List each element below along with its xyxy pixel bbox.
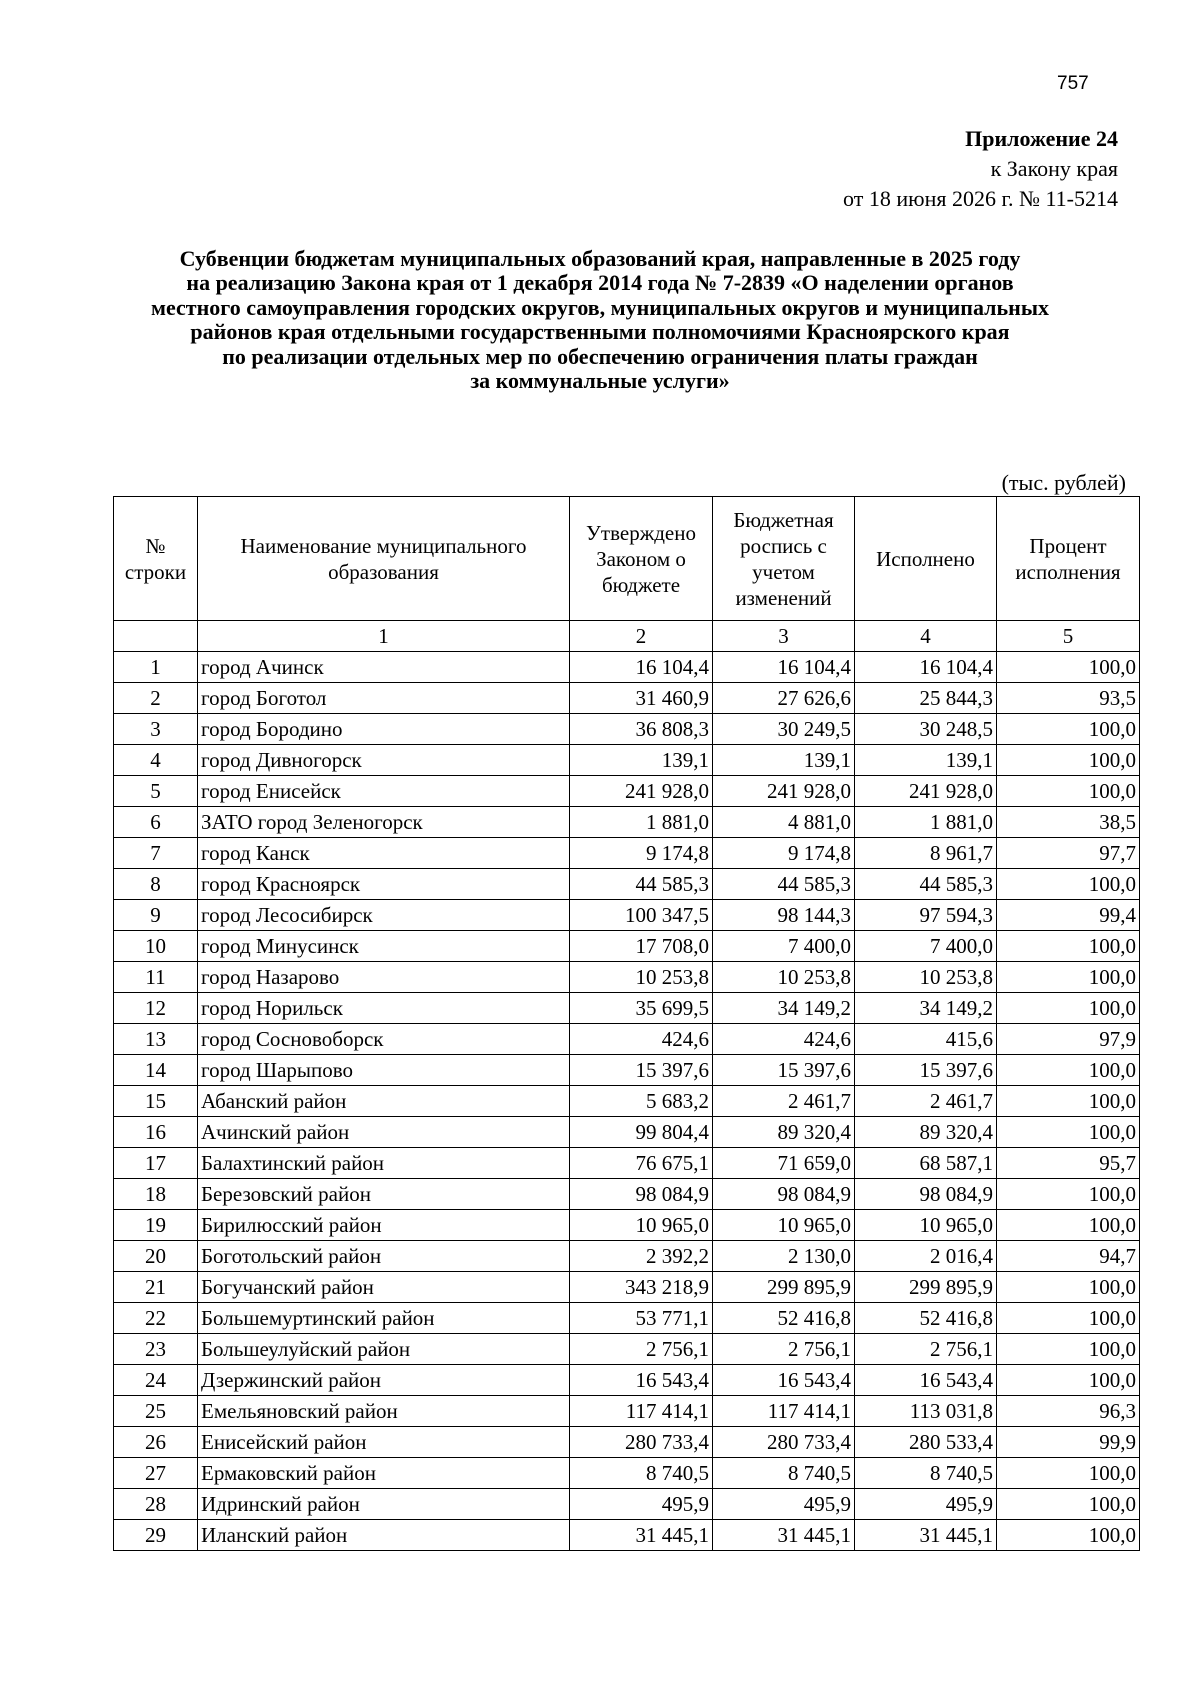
- executed-amount: 8 961,7: [855, 838, 997, 869]
- municipality-name: Балахтинский район: [198, 1148, 570, 1179]
- executed-amount: 2 756,1: [855, 1334, 997, 1365]
- execution-percent: 100,0: [997, 1179, 1140, 1210]
- execution-percent: 100,0: [997, 1272, 1140, 1303]
- executed-amount: 25 844,3: [855, 683, 997, 714]
- execution-percent: 100,0: [997, 1086, 1140, 1117]
- execution-percent: 100,0: [997, 1303, 1140, 1334]
- row-number: 17: [114, 1148, 198, 1179]
- municipality-name: Ачинский район: [198, 1117, 570, 1148]
- approved-amount: 424,6: [570, 1024, 713, 1055]
- units-label: (тыс. рублей): [1001, 470, 1126, 495]
- executed-amount: 495,9: [855, 1489, 997, 1520]
- title-line: районов края отдельными государственными полномочиями Красноярского края: [190, 319, 1010, 345]
- table-row: [114, 1148, 1140, 1179]
- executed-amount: 415,6: [855, 1024, 997, 1055]
- row-number: 29: [114, 1520, 198, 1551]
- row-number: 7: [114, 838, 198, 869]
- row-number: 9: [114, 900, 198, 931]
- table-row: [114, 1055, 1140, 1086]
- row-number: 19: [114, 1210, 198, 1241]
- municipality-name: город Назарово: [198, 962, 570, 993]
- approved-amount: 10 965,0: [570, 1210, 713, 1241]
- title-line: Субвенции бюджетам муниципальных образований края, направленные в 2025 году: [179, 246, 1021, 271]
- budget-amount: 2 756,1: [713, 1334, 855, 1365]
- executed-amount: 2 461,7: [855, 1086, 997, 1117]
- approved-amount: 100 347,5: [570, 900, 713, 931]
- table-row: [114, 1179, 1140, 1210]
- row-number: 8: [114, 869, 198, 900]
- budget-amount: 31 445,1: [713, 1520, 855, 1551]
- budget-amount: 7 400,0: [713, 931, 855, 962]
- executed-amount: 68 587,1: [855, 1148, 997, 1179]
- table-row: [114, 652, 1140, 683]
- execution-percent: 100,0: [997, 714, 1140, 745]
- municipality-name: Идринский район: [198, 1489, 570, 1520]
- approved-amount: 53 771,1: [570, 1303, 713, 1334]
- municipality-name: город Бородино: [198, 714, 570, 745]
- table-row: [114, 1427, 1140, 1458]
- column-number: 1: [198, 621, 570, 652]
- execution-percent: 100,0: [997, 1365, 1140, 1396]
- municipality-name: Бирилюсский район: [198, 1210, 570, 1241]
- table-row: [114, 776, 1140, 807]
- budget-amount: 27 626,6: [713, 683, 855, 714]
- budget-amount: 16 543,4: [713, 1365, 855, 1396]
- budget-amount: 2 130,0: [713, 1241, 855, 1272]
- table-row: [114, 900, 1140, 931]
- row-number: 14: [114, 1055, 198, 1086]
- row-number: 12: [114, 993, 198, 1024]
- row-number: 3: [114, 714, 198, 745]
- table-row: [114, 838, 1140, 869]
- header-executed: Исполнено: [855, 497, 997, 621]
- execution-percent: 96,3: [997, 1396, 1140, 1427]
- approved-amount: 2 392,2: [570, 1241, 713, 1272]
- row-number: 6: [114, 807, 198, 838]
- execution-percent: 100,0: [997, 652, 1140, 683]
- municipality-name: город Красноярск: [198, 869, 570, 900]
- municipality-name: Емельяновский район: [198, 1396, 570, 1427]
- document-title: [80, 247, 1120, 393]
- row-number: 2: [114, 683, 198, 714]
- subventions-table: [113, 496, 1140, 1551]
- table-row: [114, 745, 1140, 776]
- execution-percent: 100,0: [997, 1210, 1140, 1241]
- table-row: [114, 1086, 1140, 1117]
- budget-amount: 4 881,0: [713, 807, 855, 838]
- executed-amount: 97 594,3: [855, 900, 997, 931]
- table-row: [114, 1241, 1140, 1272]
- row-number: 24: [114, 1365, 198, 1396]
- header-approved: Утверждено Законом о бюджете: [570, 497, 713, 621]
- header-percent: Процент исполнения: [997, 497, 1140, 621]
- execution-percent: 100,0: [997, 931, 1140, 962]
- budget-amount: 30 249,5: [713, 714, 855, 745]
- row-number: 4: [114, 745, 198, 776]
- table-row: [114, 931, 1140, 962]
- row-number: 21: [114, 1272, 198, 1303]
- approved-amount: 8 740,5: [570, 1458, 713, 1489]
- column-number: 2: [570, 621, 713, 652]
- row-number: 1: [114, 652, 198, 683]
- municipality-name: Большеулуйский район: [198, 1334, 570, 1365]
- table-row: [114, 1520, 1140, 1551]
- approved-amount: 36 808,3: [570, 714, 713, 745]
- executed-amount: 8 740,5: [855, 1458, 997, 1489]
- appendix-law-ref: к Закону края: [990, 156, 1118, 181]
- executed-amount: 10 253,8: [855, 962, 997, 993]
- table-row: [114, 1024, 1140, 1055]
- execution-percent: 100,0: [997, 745, 1140, 776]
- table-row: [114, 993, 1140, 1024]
- budget-amount: 10 965,0: [713, 1210, 855, 1241]
- approved-amount: 139,1: [570, 745, 713, 776]
- execution-percent: 100,0: [997, 1055, 1140, 1086]
- budget-amount: 89 320,4: [713, 1117, 855, 1148]
- executed-amount: 34 149,2: [855, 993, 997, 1024]
- column-number: 5: [997, 621, 1140, 652]
- table-row: [114, 1117, 1140, 1148]
- approved-amount: 280 733,4: [570, 1427, 713, 1458]
- title-line: местного самоуправления городских округов, муниципальных округов и муниципальных: [151, 294, 1049, 320]
- title-line: за коммунальные услуги»: [470, 368, 730, 394]
- row-number: 15: [114, 1086, 198, 1117]
- approved-amount: 117 414,1: [570, 1396, 713, 1427]
- execution-percent: 100,0: [997, 962, 1140, 993]
- execution-percent: 94,7: [997, 1241, 1140, 1272]
- table-row: [114, 1396, 1140, 1427]
- approved-amount: 495,9: [570, 1489, 713, 1520]
- municipality-name: Дзержинский район: [198, 1365, 570, 1396]
- title-line: на реализацию Закона края от 1 декабря 2014 года № 7-2839 «О наделении органов: [186, 270, 1014, 296]
- municipality-name: Богучанский район: [198, 1272, 570, 1303]
- executed-amount: 2 016,4: [855, 1241, 997, 1272]
- column-number: 3: [713, 621, 855, 652]
- row-number: 22: [114, 1303, 198, 1334]
- budget-amount: 52 416,8: [713, 1303, 855, 1334]
- municipality-name: ЗАТО город Зеленогорск: [198, 807, 570, 838]
- row-number: 18: [114, 1179, 198, 1210]
- approved-amount: 76 675,1: [570, 1148, 713, 1179]
- budget-amount: 241 928,0: [713, 776, 855, 807]
- approved-amount: 31 460,9: [570, 683, 713, 714]
- execution-percent: 100,0: [997, 993, 1140, 1024]
- approved-amount: 99 804,4: [570, 1117, 713, 1148]
- execution-percent: 93,5: [997, 683, 1140, 714]
- municipality-name: город Боготол: [198, 683, 570, 714]
- municipality-name: город Шарыпово: [198, 1055, 570, 1086]
- budget-amount: 280 733,4: [713, 1427, 855, 1458]
- approved-amount: 2 756,1: [570, 1334, 713, 1365]
- row-number: 26: [114, 1427, 198, 1458]
- municipality-name: Ермаковский район: [198, 1458, 570, 1489]
- table-row: [114, 1489, 1140, 1520]
- row-number: 28: [114, 1489, 198, 1520]
- table-row: [114, 1334, 1140, 1365]
- appendix-date: от 18 июня 2026 г. № 11-5214: [843, 186, 1118, 211]
- row-number: 5: [114, 776, 198, 807]
- municipality-name: город Норильск: [198, 993, 570, 1024]
- executed-amount: 139,1: [855, 745, 997, 776]
- executed-amount: 52 416,8: [855, 1303, 997, 1334]
- column-number: [114, 621, 198, 652]
- execution-percent: 97,7: [997, 838, 1140, 869]
- table-row: [114, 683, 1140, 714]
- column-numbers-row: [114, 621, 1140, 652]
- budget-amount: 2 461,7: [713, 1086, 855, 1117]
- municipality-name: город Енисейск: [198, 776, 570, 807]
- appendix-block: [843, 124, 1118, 214]
- table-row: [114, 869, 1140, 900]
- budget-amount: 495,9: [713, 1489, 855, 1520]
- table-row: [114, 962, 1140, 993]
- approved-amount: 10 253,8: [570, 962, 713, 993]
- table-row: [114, 1210, 1140, 1241]
- execution-percent: 95,7: [997, 1148, 1140, 1179]
- approved-amount: 241 928,0: [570, 776, 713, 807]
- executed-amount: 44 585,3: [855, 869, 997, 900]
- table-row: [114, 1303, 1140, 1334]
- executed-amount: 7 400,0: [855, 931, 997, 962]
- budget-amount: 10 253,8: [713, 962, 855, 993]
- budget-amount: 139,1: [713, 745, 855, 776]
- approved-amount: 1 881,0: [570, 807, 713, 838]
- executed-amount: 241 928,0: [855, 776, 997, 807]
- budget-amount: 9 174,8: [713, 838, 855, 869]
- column-number: 4: [855, 621, 997, 652]
- execution-percent: 100,0: [997, 1334, 1140, 1365]
- executed-amount: 89 320,4: [855, 1117, 997, 1148]
- executed-amount: 280 533,4: [855, 1427, 997, 1458]
- row-number: 25: [114, 1396, 198, 1427]
- approved-amount: 17 708,0: [570, 931, 713, 962]
- approved-amount: 16 543,4: [570, 1365, 713, 1396]
- municipality-name: Боготольский район: [198, 1241, 570, 1272]
- table-row: [114, 1272, 1140, 1303]
- execution-percent: 100,0: [997, 869, 1140, 900]
- budget-amount: 299 895,9: [713, 1272, 855, 1303]
- municipality-name: Абанский район: [198, 1086, 570, 1117]
- row-number: 23: [114, 1334, 198, 1365]
- title-line: по реализации отдельных мер по обеспечению ограничения платы граждан: [222, 343, 978, 369]
- approved-amount: 15 397,6: [570, 1055, 713, 1086]
- appendix-title: Приложение 24: [965, 126, 1118, 151]
- execution-percent: 100,0: [997, 1520, 1140, 1551]
- approved-amount: 35 699,5: [570, 993, 713, 1024]
- approved-amount: 9 174,8: [570, 838, 713, 869]
- municipality-name: Большемуртинский район: [198, 1303, 570, 1334]
- execution-percent: 99,4: [997, 900, 1140, 931]
- execution-percent: 100,0: [997, 1117, 1140, 1148]
- municipality-name: город Дивногорск: [198, 745, 570, 776]
- executed-amount: 16 104,4: [855, 652, 997, 683]
- executed-amount: 10 965,0: [855, 1210, 997, 1241]
- approved-amount: 98 084,9: [570, 1179, 713, 1210]
- row-number: 20: [114, 1241, 198, 1272]
- budget-amount: 98 084,9: [713, 1179, 855, 1210]
- row-number: 27: [114, 1458, 198, 1489]
- row-number: 10: [114, 931, 198, 962]
- budget-amount: 34 149,2: [713, 993, 855, 1024]
- execution-percent: 100,0: [997, 1489, 1140, 1520]
- execution-percent: 97,9: [997, 1024, 1140, 1055]
- header-no: № строки: [114, 497, 198, 621]
- municipality-name: город Лесосибирск: [198, 900, 570, 931]
- budget-amount: 71 659,0: [713, 1148, 855, 1179]
- executed-amount: 98 084,9: [855, 1179, 997, 1210]
- municipality-name: город Канск: [198, 838, 570, 869]
- approved-amount: 343 218,9: [570, 1272, 713, 1303]
- execution-percent: 38,5: [997, 807, 1140, 838]
- municipality-name: город Ачинск: [198, 652, 570, 683]
- municipality-name: город Сосновоборск: [198, 1024, 570, 1055]
- budget-amount: 44 585,3: [713, 869, 855, 900]
- budget-amount: 424,6: [713, 1024, 855, 1055]
- executed-amount: 1 881,0: [855, 807, 997, 838]
- table-row: [114, 1458, 1140, 1489]
- table-row: [114, 1365, 1140, 1396]
- page-number: 757: [1057, 73, 1089, 94]
- budget-amount: 16 104,4: [713, 652, 855, 683]
- budget-amount: 8 740,5: [713, 1458, 855, 1489]
- header-name: Наименование муниципального образования: [198, 497, 570, 621]
- executed-amount: 299 895,9: [855, 1272, 997, 1303]
- execution-percent: 100,0: [997, 1458, 1140, 1489]
- approved-amount: 44 585,3: [570, 869, 713, 900]
- executed-amount: 30 248,5: [855, 714, 997, 745]
- municipality-name: город Минусинск: [198, 931, 570, 962]
- municipality-name: Енисейский район: [198, 1427, 570, 1458]
- budget-amount: 15 397,6: [713, 1055, 855, 1086]
- execution-percent: 100,0: [997, 776, 1140, 807]
- approved-amount: 31 445,1: [570, 1520, 713, 1551]
- executed-amount: 16 543,4: [855, 1365, 997, 1396]
- header-budget: Бюджетная роспись с учетом изменений: [713, 497, 855, 621]
- row-number: 11: [114, 962, 198, 993]
- municipality-name: Березовский район: [198, 1179, 570, 1210]
- table-row: [114, 807, 1140, 838]
- row-number: 16: [114, 1117, 198, 1148]
- approved-amount: 5 683,2: [570, 1086, 713, 1117]
- executed-amount: 31 445,1: [855, 1520, 997, 1551]
- budget-amount: 117 414,1: [713, 1396, 855, 1427]
- table-row: [114, 714, 1140, 745]
- execution-percent: 99,9: [997, 1427, 1140, 1458]
- row-number: 13: [114, 1024, 198, 1055]
- executed-amount: 15 397,6: [855, 1055, 997, 1086]
- budget-amount: 98 144,3: [713, 900, 855, 931]
- header-row: [114, 497, 1140, 621]
- table-body: [114, 652, 1140, 1551]
- executed-amount: 113 031,8: [855, 1396, 997, 1427]
- approved-amount: 16 104,4: [570, 652, 713, 683]
- municipality-name: Иланский район: [198, 1520, 570, 1551]
